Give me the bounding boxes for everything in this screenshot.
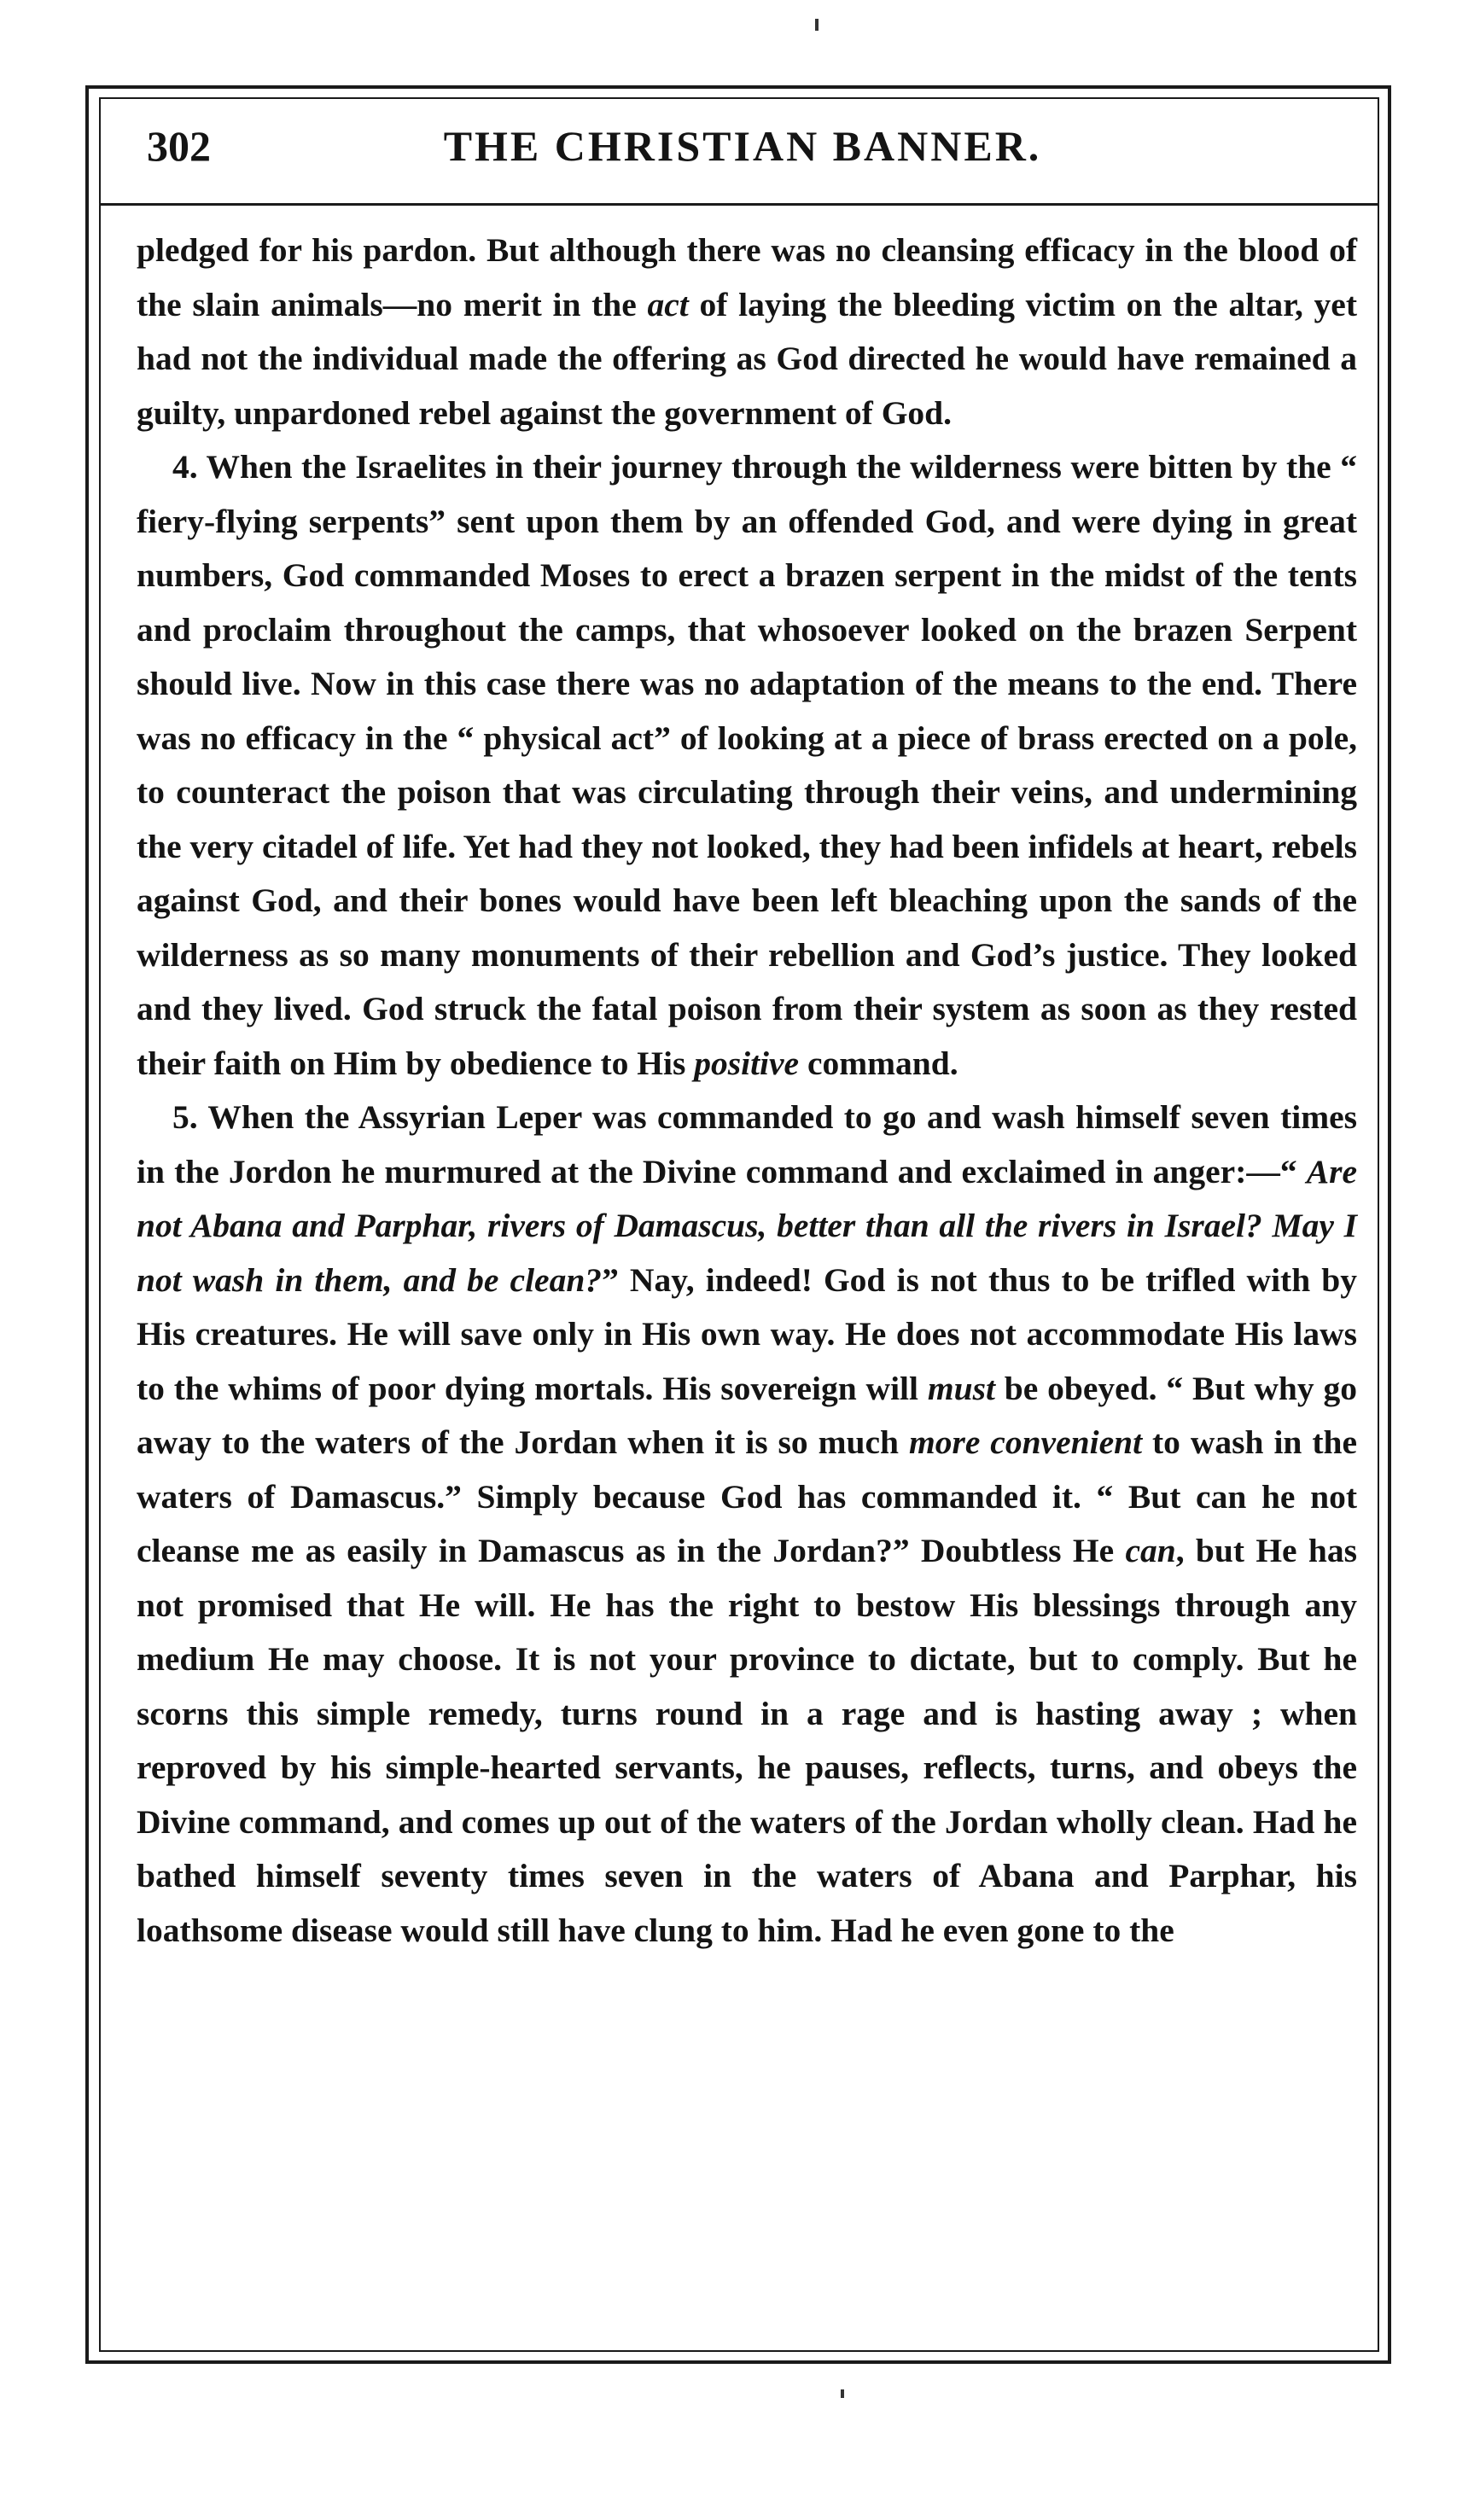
text-run: of laying the bleeding victim on the altar, yet had not the individual made the offering as God directed he would have remained a guilty, unpardoned rebel against the government of God. [137, 285, 1357, 432]
text-run: pledged for his pardon. But although there was no cleansing efficacy in the blood of the slain animals—no merit in the [137, 231, 1357, 323]
paragraph-continued [137, 224, 1357, 440]
paragraph-5 [137, 1091, 1357, 1958]
text-run: 5. When the Assyrian Leper was commanded to go and wash himself seven times in the Jordon he murmured at the Divine command and exclaimed in anger:—“ [137, 1098, 1357, 1190]
paragraph-4 [137, 440, 1357, 1091]
running-title: THE CHRISTIAN BANNER. [443, 122, 1042, 170]
page-header [119, 109, 1366, 203]
text-run: command. [799, 1044, 958, 1082]
header-rule [99, 203, 1379, 206]
print-mark [841, 2389, 844, 2398]
print-mark [815, 19, 819, 31]
text-run: to wash in the waters of Damascus.” Simply because God has commanded it. “ But can he not cleanse me as easily in Damascus as in the Jordan?” Doubtless He [137, 1423, 1358, 1569]
italic-text: positive [694, 1044, 800, 1082]
text-run: be obeyed. “ But why go away to the waters of the Jordan when it is so much [137, 1369, 1357, 1461]
italic-text: can [1125, 1532, 1176, 1569]
text-run: , but He has not promised that He will. He has the right to bestow His blessings through any medium He may choose. It is not your province to dictate, but to comply. But he scorns this simple remedy, turns round in a rage and is hasting away ; when reproved by his simple-hearted servants, he pauses, reflects, turns, and obeys the Divine command, and comes up out of the waters of the Jordan wholly clean. Had he bathed himself seventy times seven in the waters of Abana and Parphar, his loathsome disease would still have clung to him. Had he even gone to the [137, 1532, 1358, 1949]
italic-text: Are not Abana and Parphar, rivers of Damascus, better than all the rivers in Israel? May I not wash in them, and be clean? [137, 1152, 1357, 1299]
italic-text: must [927, 1369, 995, 1407]
text-run: ” Nay, indeed! God is not thus to be trifled with by His creatures. He will save only in His own way. He does not accommodate His laws to the whims of poor dying mortals. His sovereign will [137, 1260, 1357, 1407]
italic-text: more convenient [908, 1423, 1143, 1461]
page-number: 302 [147, 122, 211, 170]
italic-text: act [647, 285, 689, 323]
article-body [137, 224, 1357, 1958]
text-run: 4. When the Israelites in their journey through the wilderness were bitten by the “ fiery-flying serpents” sent upon them by an offended God, and were dying in great numbers, God commanded Moses to erect a brazen serpent in the midst of the tents and proclaim throughout the camps, that whosoever looked on the brazen Serpent should live. Now in this case there was no adaptation of the means to the end. There was no efficacy in the “ physical act” of looking at a piece of brass erected on a pole, to counteract the poison that was circulating through their veins, and undermining the very citadel of life. Yet had they not looked, they had been infidels at heart, rebels against God, and their bones would have been left bleaching upon the sands of the wilderness as so many monuments of their rebellion and God’s justice. They looked and they lived. God struck the fatal poison from their system as soon as they rested their faith on Him by obedience to His [137, 448, 1357, 1082]
